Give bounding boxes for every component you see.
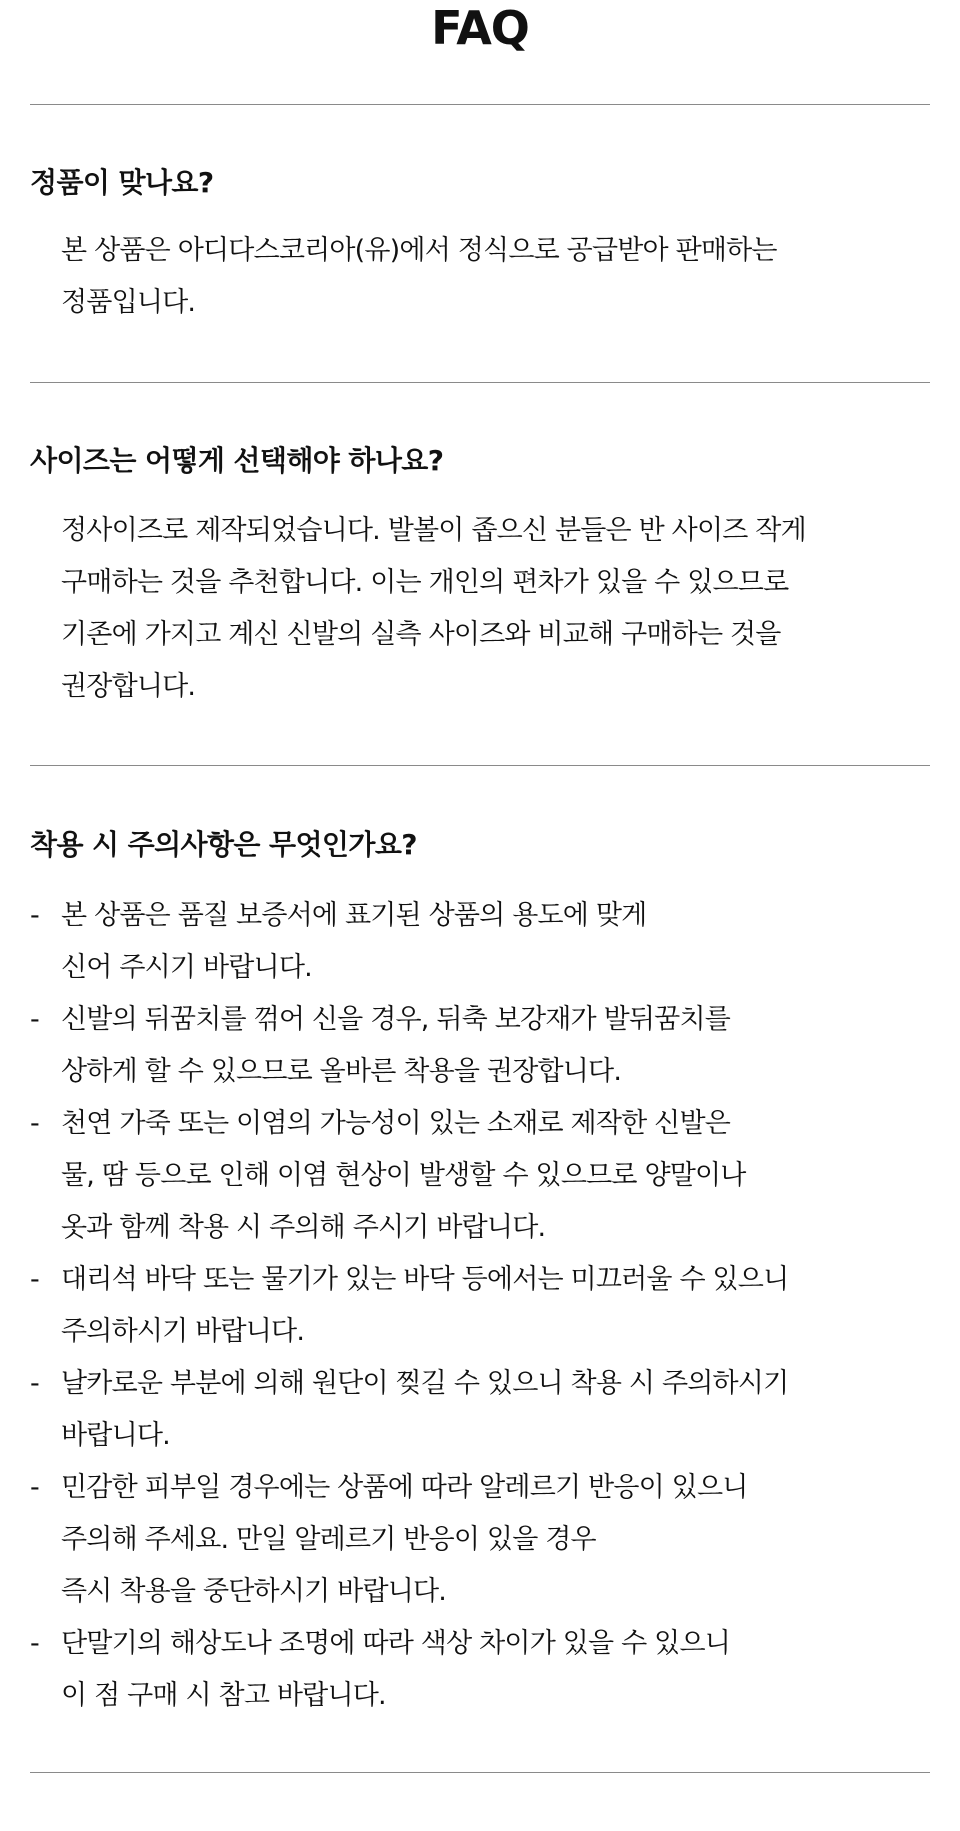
faq-question-authenticity: 정품이 맞나요? xyxy=(30,166,214,199)
answer-line: 정품입니다. xyxy=(61,287,196,318)
bullet-dash: - xyxy=(30,1004,39,1035)
note-line: 신어 주시기 바랍니다. xyxy=(61,952,312,983)
answer-line: 구매하는 것을 추천합니다. 이는 개인의 편차가 있을 수 있으므로 xyxy=(61,567,789,598)
note-line: 이 점 구매 시 참고 바랍니다. xyxy=(61,1680,386,1711)
bullet-dash: - xyxy=(30,900,39,931)
bullet-dash: - xyxy=(30,1264,39,1295)
note-line: 천연 가죽 또는 이염의 가능성이 있는 소재로 제작한 신발은 xyxy=(61,1108,731,1139)
list-item xyxy=(30,1098,930,1254)
note-line: 단말기의 해상도나 조명에 따라 색상 차이가 있을 수 있으니 xyxy=(61,1628,731,1659)
bullet-dash: - xyxy=(30,1628,39,1659)
note-line: 바랍니다. xyxy=(61,1420,170,1451)
list-item xyxy=(30,994,930,1098)
answer-line: 정사이즈로 제작되었습니다. 발볼이 좁으신 분들은 반 사이즈 작게 xyxy=(61,515,806,546)
note-line: 날카로운 부분에 의해 원단이 찢길 수 있으니 착용 시 주의하시기 xyxy=(61,1368,789,1399)
note-line: 옷과 함께 착용 시 주의해 주시기 바랍니다. xyxy=(61,1212,546,1243)
note-line: 주의해 주세요. 만일 알레르기 반응이 있을 경우 xyxy=(61,1524,596,1555)
answer-line: 기존에 가지고 계신 신발의 실측 사이즈와 비교해 구매하는 것을 xyxy=(61,619,781,650)
bullet-dash: - xyxy=(30,1108,39,1139)
note-line: 대리석 바닥 또는 물기가 있는 바닥 등에서는 미끄러울 수 있으니 xyxy=(61,1264,789,1295)
page-title: FAQ xyxy=(431,1,529,55)
bullet-dash: - xyxy=(30,1472,39,1503)
list-item xyxy=(30,890,930,994)
faq-answer-authenticity xyxy=(61,225,777,329)
list-item xyxy=(30,1254,930,1358)
note-line: 즉시 착용을 중단하시기 바랍니다. xyxy=(61,1576,447,1607)
divider xyxy=(30,104,930,105)
note-line: 물, 땀 등으로 인해 이염 현상이 발생할 수 있으므로 양말이나 xyxy=(61,1160,746,1191)
faq-question-precautions: 착용 시 주의사항은 무엇인가요? xyxy=(30,828,417,861)
divider xyxy=(30,382,930,383)
precautions-list xyxy=(30,890,930,1722)
bullet-dash: - xyxy=(30,1368,39,1399)
answer-line: 권장합니다. xyxy=(61,671,196,702)
note-line: 상하게 할 수 있으므로 올바른 착용을 권장합니다. xyxy=(61,1056,622,1087)
list-item xyxy=(30,1618,930,1722)
faq-answer-size xyxy=(61,505,806,713)
list-item xyxy=(30,1358,930,1462)
note-line: 민감한 피부일 경우에는 상품에 따라 알레르기 반응이 있으니 xyxy=(61,1472,748,1503)
note-line: 본 상품은 품질 보증서에 표기된 상품의 용도에 맞게 xyxy=(61,900,647,931)
note-line: 주의하시기 바랍니다. xyxy=(61,1316,305,1347)
list-item xyxy=(30,1462,930,1618)
divider xyxy=(30,765,930,766)
answer-line: 본 상품은 아디다스코리아(유)에서 정식으로 공급받아 판매하는 xyxy=(61,235,777,266)
note-line: 신발의 뒤꿈치를 꺾어 신을 경우, 뒤축 보강재가 발뒤꿈치를 xyxy=(61,1004,731,1035)
faq-question-size: 사이즈는 어떻게 선택해야 하나요? xyxy=(30,444,444,477)
divider xyxy=(30,1772,930,1773)
